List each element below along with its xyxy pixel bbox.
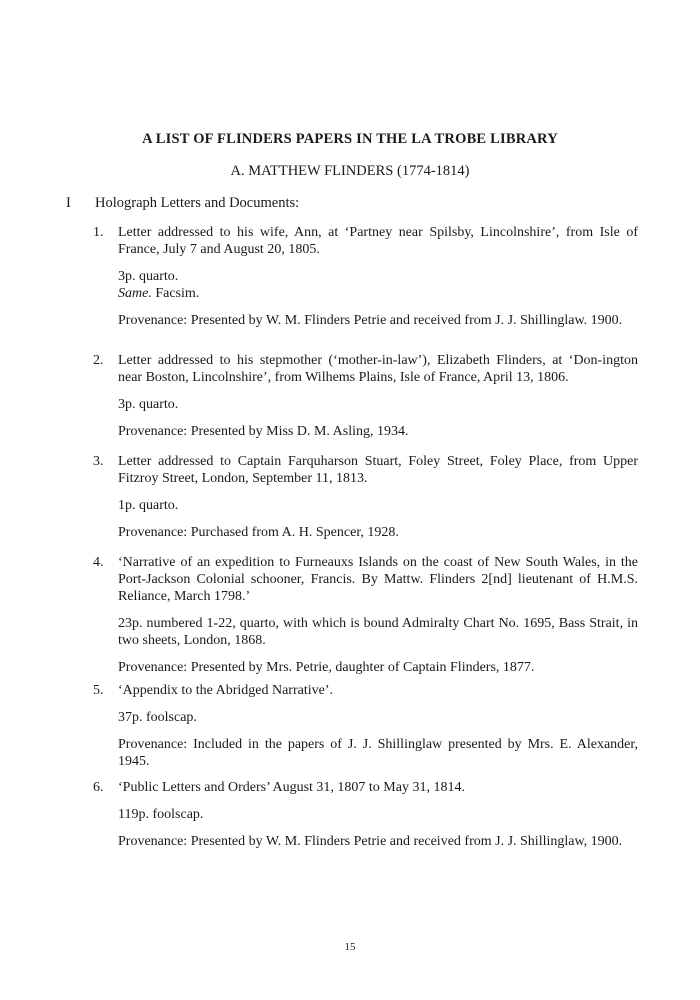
item-title: ‘Public Letters and Orders’ August 31, 1807 to May 31, 1814. xyxy=(118,780,465,795)
list-item xyxy=(93,224,638,329)
item-title: Letter addressed to his wife, Ann, at ‘Partney near Spilsby, Lincolnshire’, from Isle of France, July 7 and August 20, 1805. xyxy=(118,225,638,257)
item-format-extra xyxy=(118,285,638,302)
section-heading xyxy=(66,195,299,212)
list-item xyxy=(93,554,638,676)
item-detail xyxy=(118,268,638,302)
item-body xyxy=(118,453,638,541)
list-item xyxy=(93,352,638,440)
item-format: 1p. quarto. xyxy=(118,498,179,513)
page-title: A LIST OF FLINDERS PAPERS IN THE LA TROBE LIBRARY xyxy=(142,131,558,147)
item-number: 6. xyxy=(93,780,104,795)
item-number: 4. xyxy=(93,555,104,570)
section-numeral: I xyxy=(66,195,71,211)
item-number: 5. xyxy=(93,683,104,698)
item-format-extra-text: Facsim. xyxy=(151,286,200,301)
item-number: 2. xyxy=(93,353,104,368)
item-body xyxy=(118,682,638,770)
item-provenance: Provenance: Presented by Mrs. Petrie, daughter of Captain Flinders, 1877. xyxy=(118,660,535,675)
page-number: 15 xyxy=(344,941,356,953)
item-provenance: Provenance: Purchased from A. H. Spencer, 1928. xyxy=(118,525,399,540)
item-provenance: Provenance: Presented by W. M. Flinders Petrie and received from J. J. Shillinglaw, 1900. xyxy=(118,834,623,849)
item-title: Letter addressed to his stepmother (‘mother-in-law’), Elizabeth Flinders, at ‘Don-ington near Boston, Lincolnshire’, from Wilhems Plains, Isle of France, April 13, 1806. xyxy=(118,353,638,385)
item-provenance: Provenance: Presented by W. M. Flinders Petrie and received from J. J. Shillinglaw. 1900. xyxy=(118,313,623,328)
item-format: 23p. numbered 1-22, quarto, with which is bound Admiralty Chart No. 1695, Bass Strait, in two sheets, London, 1868. xyxy=(118,616,638,648)
list-item xyxy=(93,453,638,541)
item-provenance: Provenance: Included in the papers of J. J. Shillinglaw presented by Mrs. E. Alexander, 1945. xyxy=(118,737,638,769)
item-title: ‘Appendix to the Abridged Narrative’. xyxy=(118,683,333,698)
page-subtitle: A. MATTHEW FLINDERS (1774-1814) xyxy=(230,163,470,179)
item-body xyxy=(118,554,638,676)
item-provenance: Provenance: Presented by Miss D. M. Asling, 1934. xyxy=(118,424,409,439)
item-body xyxy=(118,779,638,850)
item-number: 1. xyxy=(93,225,104,240)
item-title: ‘Narrative of an expedition to Furneauxs Islands on the coast of New South Wales, in the Port-Jackson Colonial schooner, Francis. By Mattw. Flinders 2[nd] lieutenant of H.M.S. Reliance, March 1798.’ xyxy=(118,555,638,604)
section-heading-text: Holograph Letters and Documents: xyxy=(95,195,300,211)
item-format: 37p. foolscap. xyxy=(118,710,197,725)
list-item xyxy=(93,779,638,850)
item-title: Letter addressed to Captain Farquharson Stuart, Foley Street, Foley Place, from Upper Fitzroy Street, London, September 11, 1813. xyxy=(118,454,638,486)
item-body xyxy=(118,224,638,329)
item-format-extra-em: Same. xyxy=(118,286,152,301)
item-format: 3p. quarto. xyxy=(118,397,179,412)
item-format: 119p. foolscap. xyxy=(118,807,204,822)
item-body xyxy=(118,352,638,440)
item-number: 3. xyxy=(93,454,104,469)
item-format: 3p. quarto. xyxy=(118,269,179,284)
list-item xyxy=(93,682,638,770)
